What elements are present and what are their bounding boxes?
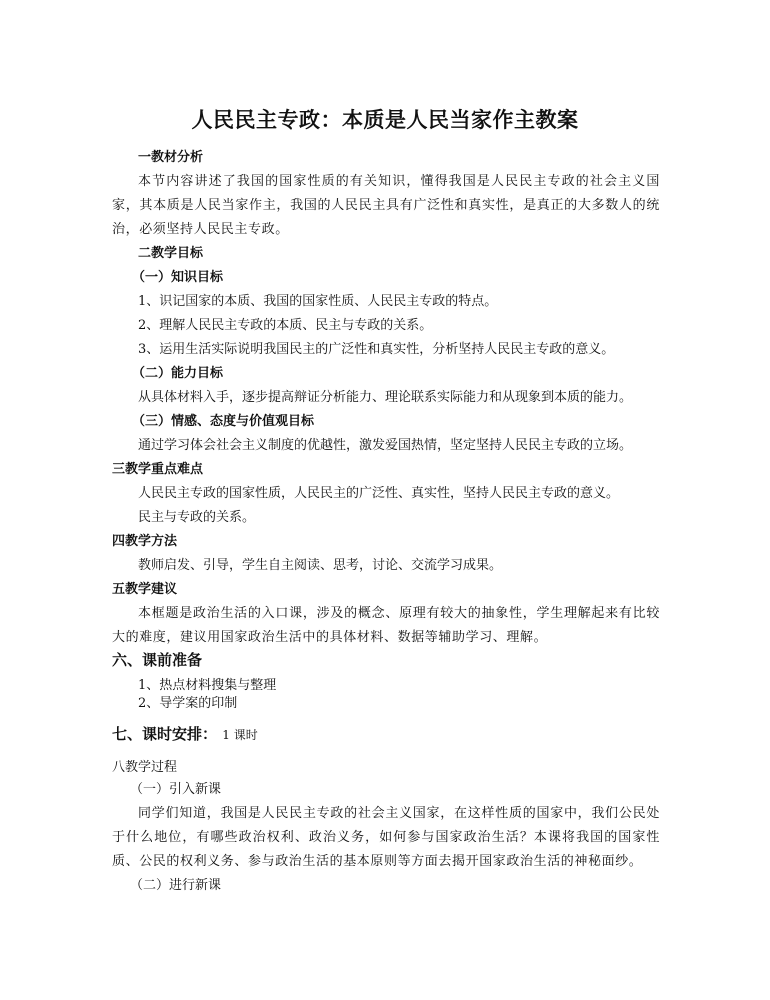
introduction-paragraph: 同学们知道，我国是人民民主专政的社会主义国家，在这样性质的国家中，我们公民处于什么地位，有哪些政治权利、政治义务，如何参与国家政治生活？本课将我国的国家性质、公民的权利义务、参与政治生活的基本原则等方面去揭开国家政治生活的神秘面纱。 (112, 806, 660, 869)
section-heading-class-hours (112, 722, 258, 747)
key-points-line-2: 民主与专政的关系。 (138, 510, 256, 525)
teaching-suggestions-paragraph: 本框题是政治生活的入口课，涉及的概念、原理有较大的抽象性，学生理解起来有比较大的难度，建议用国家政治生活中的具体材料、数据等辅助学习、理解。 (112, 606, 660, 645)
class-hours-label: 七、课时安排： (112, 725, 218, 743)
textbook-analysis-paragraph: 本节内容讲述了我国的国家性质的有关知识，懂得我国是人民民主专政的社会主义国家，其本质是人民当家作主，我国的人民民主具有广泛性和真实性，是真正的大多数人的统治，必须坚持人民民主专政。 (112, 174, 660, 237)
section-heading-teaching-process: 八教学过程 (112, 760, 178, 775)
subheading-conduct-new-lesson: （二）进行新课 (130, 878, 222, 893)
section-heading-teaching-methods: 四教学方法 (112, 534, 178, 549)
subheading-knowledge-goals: （一）知识目标 (132, 270, 224, 285)
emotion-goal-text: 通过学习体会社会主义制度的优越性，激发爱国热情，坚定坚持人民民主专政的立场。 (138, 438, 633, 453)
section-heading-textbook-analysis: 一教材分析 (138, 150, 204, 165)
subheading-ability-goals: （二）能力目标 (132, 366, 224, 381)
ability-goal-text: 从具体材料入手，逐步提高辩证分析能力、理论联系实际能力和从现象到本质的能力。 (138, 390, 633, 405)
knowledge-goal-item-3: 3、运用生活实际说明我国民主的广泛性和真实性，分析坚持人民民主专政的意义。 (138, 342, 615, 357)
section-heading-class-preparation: 六、课前准备 (112, 651, 203, 669)
document-title: 人民民主专政：本质是人民当家作主教案 (191, 108, 579, 132)
teaching-methods-text: 教师启发、引导，学生自主阅读、思考，讨论、交流学习成果。 (138, 558, 503, 573)
preparation-item-2: 2、导学案的印制 (138, 696, 238, 711)
section-heading-key-points: 三教学重点难点 (112, 462, 204, 477)
section-heading-teaching-goals: 二教学目标 (138, 246, 204, 261)
knowledge-goal-item-1: 1、识记国家的本质、我国的国家性质、人民民主专政的特点。 (138, 294, 498, 309)
subheading-emotion-goals: （三）情感、态度与价值观目标 (132, 414, 315, 429)
section-heading-teaching-suggestions: 五教学建议 (112, 582, 178, 597)
subheading-introduce-new-lesson: （一）引入新课 (130, 782, 222, 797)
knowledge-goal-item-2: 2、理解人民民主专政的本质、民主与专政的关系。 (138, 318, 433, 333)
key-points-line-1: 人民民主专政的国家性质，人民民主的广泛性、真实性，坚持人民民主专政的意义。 (138, 486, 620, 501)
class-hours-value: 1 课时 (222, 728, 258, 742)
preparation-item-1: 1、热点材料搜集与整理 (138, 678, 277, 693)
